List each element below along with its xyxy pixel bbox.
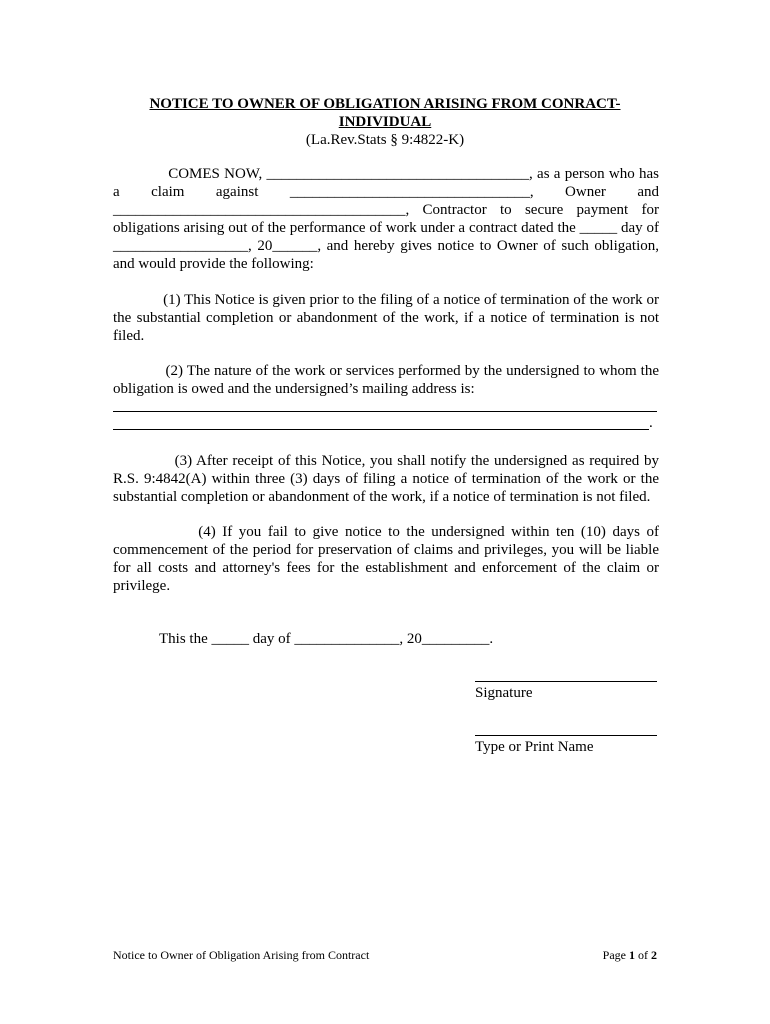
- page-word: Page: [602, 948, 629, 962]
- print-name-line: [475, 735, 657, 736]
- footer-page-number: [603, 948, 657, 962]
- address-line-2: [113, 429, 649, 430]
- address-line-end-period: .: [649, 415, 653, 431]
- item-3-paragraph: (3) After receipt of this Notice, you shall notify the undersigned as required by R.S. 9:4842(A) within three (3) days of filing a notice of termination of the work or the substantial completion or abandonment of the work, if a notice of termination is not filed.: [113, 453, 663, 505]
- address-line-1: [113, 411, 657, 412]
- page-total: 2: [651, 948, 657, 962]
- document-title-line-1: NOTICE TO OWNER OF OBLIGATION ARISING FROM CONRACT-: [149, 96, 621, 112]
- document-title-line-2: INDIVIDUAL: [338, 114, 432, 130]
- item-2-paragraph: (2) The nature of the work or services performed by the undersigned to whom the obligation is owed and the undersigned’s mailing address is:: [113, 363, 663, 397]
- page-of: of: [635, 948, 651, 962]
- item-1-paragraph: (1) This Notice is given prior to the filing of a notice of termination of the work or the substantial completion or abandonment of the work, if a notice of termination is not filed.: [113, 292, 663, 344]
- intro-paragraph: COMES NOW, ___________________________________, as a person who has a claim against ________________________________, Owner and _______________________________________, Contractor to secure payment for obligations arising out of the performance of work under a contract dated the _____ day of __________________, 20______, and hereby gives notice to Owner of such obligation, and would provide the following:: [113, 166, 663, 272]
- item-4-paragraph: (4) If you fail to give notice to the undersigned within ten (10) days of commencement of the period for preservation of claims and privileges, you will be liable for all costs and attorney's fees for the establishment and enforcement of the claim or privilege.: [113, 524, 663, 594]
- signature-line: [475, 681, 657, 682]
- signature-label: Signature: [475, 685, 533, 701]
- date-line: This the _____ day of ______________, 20_________.: [159, 631, 494, 647]
- footer-document-title: Notice to Owner of Obligation Arising from Contract: [113, 948, 370, 962]
- statute-citation: (La.Rev.Stats § 9:4822-K): [305, 132, 465, 148]
- print-name-label: Type or Print Name: [475, 739, 594, 755]
- page-current: 1: [629, 948, 635, 962]
